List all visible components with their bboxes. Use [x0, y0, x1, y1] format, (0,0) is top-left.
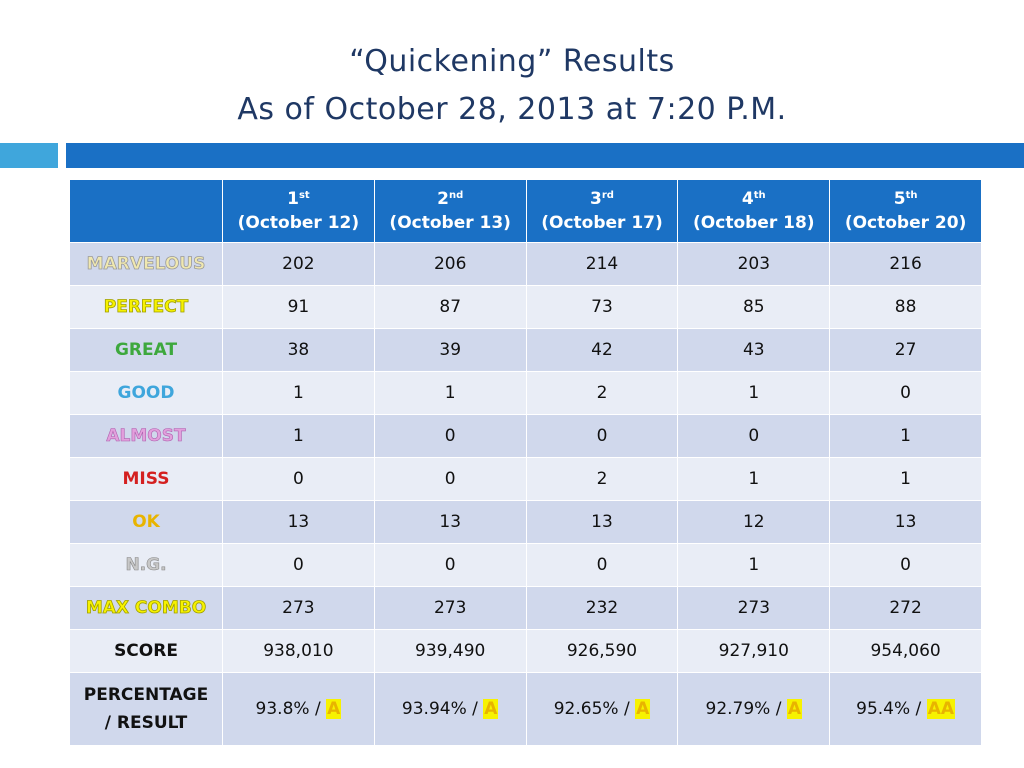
- table-cell: 0: [526, 544, 678, 587]
- col-1-suffix: st: [298, 190, 310, 201]
- pct-value: 93.94%: [401, 699, 467, 719]
- table-cell: 232: [526, 587, 678, 630]
- table-cell: 2: [526, 372, 678, 415]
- grade-badge: AA: [927, 699, 955, 719]
- grade-badge: A: [787, 699, 802, 719]
- row-percentage-result: [70, 673, 982, 746]
- row-label: MARVELOUS: [70, 243, 223, 286]
- table-cell: 939,490: [374, 630, 526, 673]
- table-cell: 1: [678, 372, 830, 415]
- row-ng: [70, 544, 982, 587]
- col-2-suffix: nd: [448, 190, 464, 201]
- row-marvelous: [70, 243, 982, 286]
- grade-badge: A: [484, 699, 498, 719]
- pct-label-line-1: PERCENTAGE: [83, 685, 209, 705]
- row-label: GOOD: [70, 372, 223, 415]
- col-3-suffix: rd: [601, 190, 614, 201]
- row-ok: [70, 501, 982, 544]
- row-label: SCORE: [70, 630, 223, 673]
- table-cell: 938,010: [223, 630, 375, 673]
- row-label: N.G.: [70, 544, 223, 587]
- col-3-ordinal: 3: [590, 189, 602, 209]
- row-label: GREAT: [70, 329, 223, 372]
- pct-cell: [526, 673, 678, 746]
- col-1-ordinal: 1: [287, 189, 299, 209]
- header-col-1: [223, 180, 375, 243]
- header-col-2: [374, 180, 526, 243]
- pct-separator: /: [618, 699, 636, 719]
- col-2-date: (October 13): [389, 213, 511, 233]
- table-cell: 13: [830, 501, 982, 544]
- table-cell: 1: [830, 415, 982, 458]
- header-row: [70, 180, 982, 243]
- pct-separator: /: [309, 699, 327, 719]
- table-cell: 0: [223, 544, 375, 587]
- pct-value: 93.8%: [255, 699, 310, 719]
- header-col-4: [678, 180, 830, 243]
- table-cell: 0: [830, 544, 982, 587]
- table-cell: 27: [830, 329, 982, 372]
- table-cell: 85: [678, 286, 830, 329]
- grade-badge: A: [636, 699, 650, 719]
- table-cell: 0: [374, 458, 526, 501]
- table-cell: 91: [223, 286, 375, 329]
- title-line-2: As of October 28, 2013 at 7:20 P.M.: [237, 92, 787, 127]
- table-cell: 202: [223, 243, 375, 286]
- pct-separator: /: [466, 699, 484, 719]
- row-label: MISS: [70, 458, 223, 501]
- col-2-ordinal: 2: [437, 189, 449, 209]
- results-table: [69, 179, 982, 746]
- slide-title: [0, 38, 1024, 134]
- pct-cell: [678, 673, 830, 746]
- table-cell: 0: [830, 372, 982, 415]
- row-label: ALMOST: [70, 415, 223, 458]
- col-4-ordinal: 4: [741, 189, 754, 209]
- row-label: [70, 673, 223, 746]
- table-cell: 0: [374, 544, 526, 587]
- table-cell: 1: [223, 415, 375, 458]
- table-cell: 88: [830, 286, 982, 329]
- row-score: [70, 630, 982, 673]
- pct-separator: /: [770, 699, 787, 719]
- pct-label-line-2: / RESULT: [104, 713, 188, 733]
- table-cell: 203: [678, 243, 830, 286]
- col-5-ordinal: 5: [893, 189, 906, 209]
- row-good: [70, 372, 982, 415]
- pct-value: 92.65%: [553, 699, 619, 719]
- table-cell: 927,910: [678, 630, 830, 673]
- header-col-3: [526, 180, 678, 243]
- col-4-suffix: th: [753, 190, 766, 201]
- table-cell: 1: [830, 458, 982, 501]
- accent-bar-left: [0, 143, 58, 168]
- row-label: PERFECT: [70, 286, 223, 329]
- grade-badge: A: [327, 699, 341, 719]
- table-cell: 43: [678, 329, 830, 372]
- pct-cell: [223, 673, 375, 746]
- table-cell: 38: [223, 329, 375, 372]
- col-4-date: (October 18): [693, 213, 815, 233]
- pct-value: 95.4%: [856, 699, 911, 719]
- table-cell: 214: [526, 243, 678, 286]
- table-cell: 0: [374, 415, 526, 458]
- table-cell: 1: [678, 458, 830, 501]
- table-cell: 272: [830, 587, 982, 630]
- table-cell: 0: [678, 415, 830, 458]
- header-corner-cell: [70, 180, 223, 243]
- table-cell: 0: [223, 458, 375, 501]
- col-5-suffix: th: [905, 190, 918, 201]
- col-5-date: (October 20): [844, 213, 967, 233]
- table-cell: 1: [678, 544, 830, 587]
- row-almost: [70, 415, 982, 458]
- table-cell: 13: [223, 501, 375, 544]
- pct-cell: [374, 673, 526, 746]
- table-cell: 13: [526, 501, 678, 544]
- row-great: [70, 329, 982, 372]
- table-cell: 39: [374, 329, 526, 372]
- table-cell: 926,590: [526, 630, 678, 673]
- header-col-5: [830, 180, 982, 243]
- table-cell: 1: [223, 372, 375, 415]
- row-max-combo: [70, 587, 982, 630]
- title-line-1: “Quickening” Results: [349, 44, 675, 79]
- table-cell: 206: [374, 243, 526, 286]
- table-cell: 273: [678, 587, 830, 630]
- table-cell: 216: [830, 243, 982, 286]
- table-cell: 0: [526, 415, 678, 458]
- table-cell: 42: [526, 329, 678, 372]
- row-perfect: [70, 286, 982, 329]
- row-label: OK: [70, 501, 223, 544]
- pct-separator: /: [910, 699, 927, 719]
- accent-bar-right: [66, 143, 1024, 168]
- table-cell: 273: [223, 587, 375, 630]
- table-cell: 273: [374, 587, 526, 630]
- col-3-date: (October 17): [541, 213, 663, 233]
- col-1-date: (October 12): [237, 213, 360, 233]
- table-cell: 12: [678, 501, 830, 544]
- row-miss: [70, 458, 982, 501]
- table-cell: 13: [374, 501, 526, 544]
- pct-cell: [830, 673, 982, 746]
- table-cell: 87: [374, 286, 526, 329]
- table-cell: 73: [526, 286, 678, 329]
- table-cell: 954,060: [830, 630, 982, 673]
- table-cell: 1: [374, 372, 526, 415]
- pct-value: 92.79%: [705, 699, 771, 719]
- row-label: MAX COMBO: [70, 587, 223, 630]
- table-cell: 2: [526, 458, 678, 501]
